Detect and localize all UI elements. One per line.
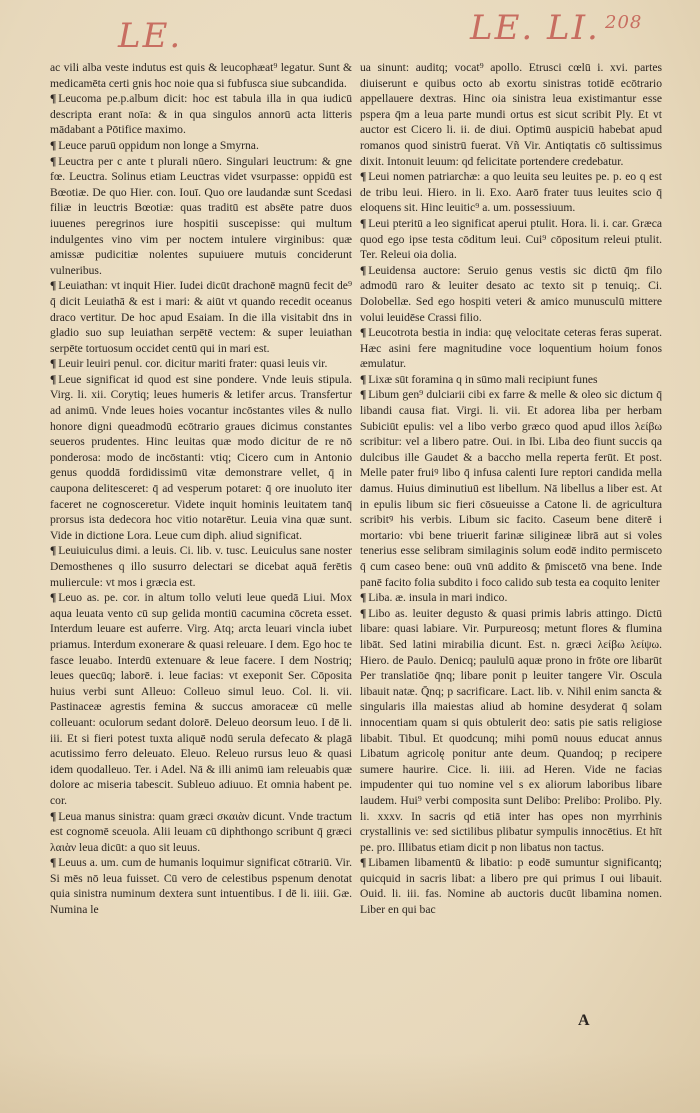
dictionary-entry	[360, 169, 662, 216]
paragraph-mark-icon: ¶	[50, 544, 57, 558]
entry-text: Leue significat id quod est sine pondere. Vnde leuis stipula. Virg. li. xii. Corytiq; leues humeris & letifer arcus. Transfertur ad animū. Vnde leues hoies vocantur incōstantes viles & nullo honore digni queadmodū ecōtrario graues dicimus constantes seueros prudentes. Hinc leuitas quæ modo dicitur de re nō ponderosa: modo de incōstanti: vtiq; Cicero cum in Antonio genus quoddā fordidissimū vitæ demonstrare vellet, q̄ in caupona delitesceret: q̄ ad vesperum potaret: q̄ ore inuoluto iter faceret ne cognosceretur. Videte inquit hominis leuitatem tanq̄ prorsus ista dedecora hoc vitio notarētur. Leuia vina quæ sunt. Vide in dictione Lora. Leue cum diph. aliud significat.	[50, 372, 352, 542]
dictionary-entry	[360, 387, 662, 590]
entry-text: Leuiathan: vt inquit Hier. Iudei dicūt drachonē magnū fecit de⁹ q̄ dicit Leuiathā & est i mari: & aiūt vt quando recedit oceanus draco vertitur. De hoc apud Esaiam. In die illa visitabit dns in gladio suo sup leuiathan serpētē vectem: & super leuiathan serpēte tortuosum occidet centū qui in mari est.	[50, 279, 352, 355]
entry-text: Leucoma pe.p.album dicit: hoc est tabula illa in qua iudicū descripta erant noīa: & in qua singulos annorū acta litteris mādabant a Pōtifice maximo.	[50, 92, 352, 137]
marginal-note-left: LE.	[118, 16, 183, 56]
dictionary-entry	[50, 809, 352, 856]
entry-text: Leuir leuiri penul. cor. dicitur mariti frater: quasi leuis vir.	[58, 357, 328, 371]
page-shadow	[0, 1053, 700, 1113]
paragraph-mark-icon: ¶	[50, 279, 57, 293]
text-column-right	[360, 60, 662, 918]
entry-text: Leucotrota bestia in india: quę velocitate ceteras feras superat. Hæc asini fere magnitudine voce loquentium hoium fonos æmulatur.	[360, 326, 662, 371]
entry-text: Leuctra per c ante t plurali nūero. Singulari leuctrum: & gne fœ. Leuctra. Solinus etiam Leuctras videt vsurpasse: oppidū est Bœotiæ. De quo Hier. con. Iouī. Quo ore laudandæ sunt Scedasi filiæ in leuctris Bœotiæ: quas traditū est absēte patre duos iuuenes peregrinos iure hospitii suscepisse: qui multum indulgentes vino vim per noctem intulere virginibus: quæ amissæ pudicitiæ nolentes supuiuere mutuis conciderunt vulneribus.	[50, 154, 352, 277]
entry-text: Lixæ sūt foramina q in sūmo mali recipiunt funes	[368, 372, 598, 386]
paragraph-mark-icon: ¶	[50, 92, 57, 106]
paragraph-mark-icon: ¶	[360, 170, 367, 184]
dictionary-entry	[50, 91, 352, 138]
entry-text: Leuo as. pe. cor. in altum tollo veluti leue quedā Liui. Mox aqua leuata vento cū sup gelida montiū cacumina cōcreta esset. Interdum leuare est auferre. Virg. Atq; arcta leuari vincla iubet priamus. Interdum exonerare & quasi releuare. I dem. Ego hoc te fasce leuabo. Interdū extenuare & leue facere. I dem Nostriq; leues quecūq; laborē. i. leue facias: vt exeponit Ser. Cōposita huius verbi sunt Alleuo: Colleuo simul leuo. Col. li. vii. Pastinaceæ agrestis femina & succus amoraceæ cū melle colleuant: oculorum sedant dolorē. Deleuo deorsum leuo. I dē li. iii. Et si fieri potest tuxta aliquē nodū serula defecato & plagā acutissimo ferro deleuato. Eleuo. Releuo rursus leuo & quasi idem quodalleuo. Ter. i Adel. Nā & illi animū iam releuabis quæ dolore ac miseria tabescit. Subleuo adiuuo. Et omnia habent pe. cor.	[50, 591, 352, 807]
paragraph-mark-icon: ¶	[360, 216, 367, 230]
dictionary-entry	[50, 855, 352, 917]
signature-mark: A	[578, 1012, 590, 1029]
paragraph-mark-icon: ¶	[360, 263, 367, 277]
paragraph-mark-icon: ¶	[50, 357, 57, 371]
paragraph-mark-icon: ¶	[360, 388, 367, 402]
paragraph-mark-icon: ¶	[360, 606, 367, 620]
dictionary-entry	[360, 606, 662, 856]
dictionary-entry	[50, 372, 352, 544]
paragraph-mark-icon: ¶	[50, 591, 57, 605]
dictionary-entry	[50, 356, 352, 372]
entry-text: Leuiuiculus dimi. a leuis. Ci. lib. v. tusc. Leuiculus sane noster Demosthenes q illo susurro delectari se dicebat aquā ferētis muliercule: vt mos i græcia est.	[50, 544, 352, 589]
entry-text: Libamen libamentū & libatio: p eodē sumuntur significantq; quicquid in sacris libat: a libero pre qui primus I oui libauit. Ouid. li. iii. fas. Nomine ab auctoris ducūt libamina nomen. Liber en qui bac	[360, 856, 662, 917]
paragraph-mark-icon: ¶	[360, 372, 367, 386]
dictionary-entry	[50, 138, 352, 154]
text-column-left	[50, 60, 352, 918]
dictionary-entry	[360, 372, 662, 388]
dictionary-entry	[360, 325, 662, 372]
dictionary-entry	[360, 855, 662, 917]
dictionary-entry	[360, 590, 662, 606]
entry-text: Leui nomen patriarchæ: a quo leuita seu leuites pe. p. eo q est de tribu leui. Hiero. in li. Exo. Aarō frater tuus leuites scio q̄ eloquens sit. Hinc leuitic⁹ a. um. possessiuum.	[360, 170, 662, 215]
entry-text: Leua manus sinistra: quam græci σκαιὰν dicunt. Vnde tractum est cognomē sceuola. Alii leuam cū diphthongo scribunt q̄ græci λαιὰν leua dicūt: a quo sit leuus.	[50, 809, 352, 854]
paragraph-mark-icon: ¶	[50, 809, 57, 823]
entry-text: Libum gen⁹ dulciarii cibi ex farre & melle & oleo sic dictum q̄ libandi causa fiat. Virgi. li. vii. Et adorea liba per herbam Subiciūt epulis: vel a libo verbo græco quod apud illos λείβω scribitur: vel a libero patre. Oui. in Ibi. Liba deo fiunt succis qa dulcibus ille Gaudet & a baccho mella reperta ferūt. Et post. Melle pater fruiꝰ libo q̄ infusa calenti Iure reptori candida mella damus. Huius diminutiuū est libellum. Nā libellus a liber est. At in epulis libum sic fieri cōsueuisse a Catone li. de agricultura scribitꝰ his verbis. Libum sic facito. Caseum bene diterē i mortario: vbi bene triuerit farinæ siligineæ librā aut si voles tenerius esse selibram similaginis solum eodē indito permisceto q̄ cum caseo bene: ouū vnū addito & p̄miscetō vna bene. Inde panē facito folia subdito i foco calido sub testa ea coquito leniter	[360, 388, 662, 589]
paragraph-mark-icon: ¶	[50, 372, 57, 386]
dictionary-entry	[360, 216, 662, 263]
paragraph-mark-icon: ¶	[360, 591, 367, 605]
dictionary-entry	[50, 590, 352, 808]
paragraph-mark-icon: ¶	[360, 326, 367, 340]
folio-number: 208	[605, 12, 643, 33]
dictionary-entry	[50, 154, 352, 279]
entry-text: Leuce paruū oppidum non longe a Smyrna.	[58, 138, 259, 152]
entry-text: ua sinunt: auditq; vocat⁹ apollo. Etrusci cœlū i. xvi. partes diuiserunt e quibus octo ab exortu sinistras totidē ecōtrario appellauere dextras. Hinc oia sinistra leua existimantur esse pspera q̄m a leua parte mundi ortus est sicut scribit Ply. Et vt auctor est Cicero li. ii. de diui. Optimū auspiciū habebat apud romanos quod sinistrū fuerat. Vñ Vir. Antiqtatis cō sultissimus dixit. Intonuit leuum: qd felicitate portendere credebatur.	[360, 61, 662, 168]
dictionary-entry	[360, 60, 662, 169]
paragraph-mark-icon: ¶	[50, 138, 57, 152]
paragraph-mark-icon: ¶	[50, 856, 57, 870]
dictionary-entry	[50, 60, 352, 91]
entry-text: Leui pteritū a leo significat aperui ptulit. Hora. li. i. car. Græca quod ego ipse testa cōditum leui. Cui⁹ cōpositum releui ptulit. Ter. Releui oia dolia.	[360, 216, 662, 262]
dictionary-entry	[360, 263, 662, 325]
entry-text: Leuidensa auctore: Seruio genus vestis sic dictū q̄m filo admodū raro & leuiter desato ac texto sit p tenuiq;. Ci. Dolobellæ. Sed ego hospiti veteri & amico munusculū mittere volui leuidēse Crassi filio.	[360, 263, 662, 324]
paragraph-mark-icon: ¶	[50, 154, 57, 168]
entry-text: Liba. æ. insula in mari indico.	[368, 591, 508, 605]
dictionary-entry	[50, 278, 352, 356]
entry-text: Libo as. leuiter degusto & quasi primis labris attingo. Dictū libare: quasi labiare. Vir. Purpureosq; metunt flores & flumina libāt. Sed latini mirabilia dicunt. Est. n. græci λείβω λείψω. Hiero. de Paulo. Denicq; paululū aquæ prono in frōte ore libarūt Per translatiōe q̄nq; libare ponit p leuiter tangere Vir. Oscula libauit natæ. Q̄nq; p sacrificare. Lact. lib. v. Nihil enim sancta & singularis illa maiestas aliud ab homine desyderat q̄ solam innocentiam quam si quis obtulerit deo: satis pie satis religiose libabit. Tibul. Et quodcunq; mihi pomū nouus educat annus Libatum agricolę ponitur ante deum. Quandoq; p recipere sumere haurire. Cice. li. iiii. ad Heren. Vide ne facias impudenter qui tuo nomine vel s ex aliorum laboribus libare laudem. Hui⁹ verbi composita sunt Delibo: Prelibo: Prolibo. Ply. li. xxxv. In sacris qd etiā inter has opes non myrrhinis crystallinis ve: sed sictilibus plibatur sympulis innocētius. Et hīt pe. pro. Illibatus etiam dicit p non libatus non tactus.	[360, 606, 662, 854]
entry-text: ac vili alba veste indutus est quis & leucophæat⁹ legatur. Sunt & medicamēta certi gnis hoc noie qua si fubfusca siue subcandida.	[50, 61, 352, 90]
paragraph-mark-icon: ¶	[360, 856, 367, 870]
marginal-note-right: LE. LI.	[470, 8, 600, 48]
dictionary-entry	[50, 543, 352, 590]
entry-text: Leuus a. um. cum de humanis loquimur significat cōtrariū. Vir. Si mēs nō leua fuisset. Cū vero de celestibus pspenum denotat quia sinistra numinum dextera sunt intuentibus. I dē li. iiii. Gæ. Numina le	[50, 856, 352, 917]
